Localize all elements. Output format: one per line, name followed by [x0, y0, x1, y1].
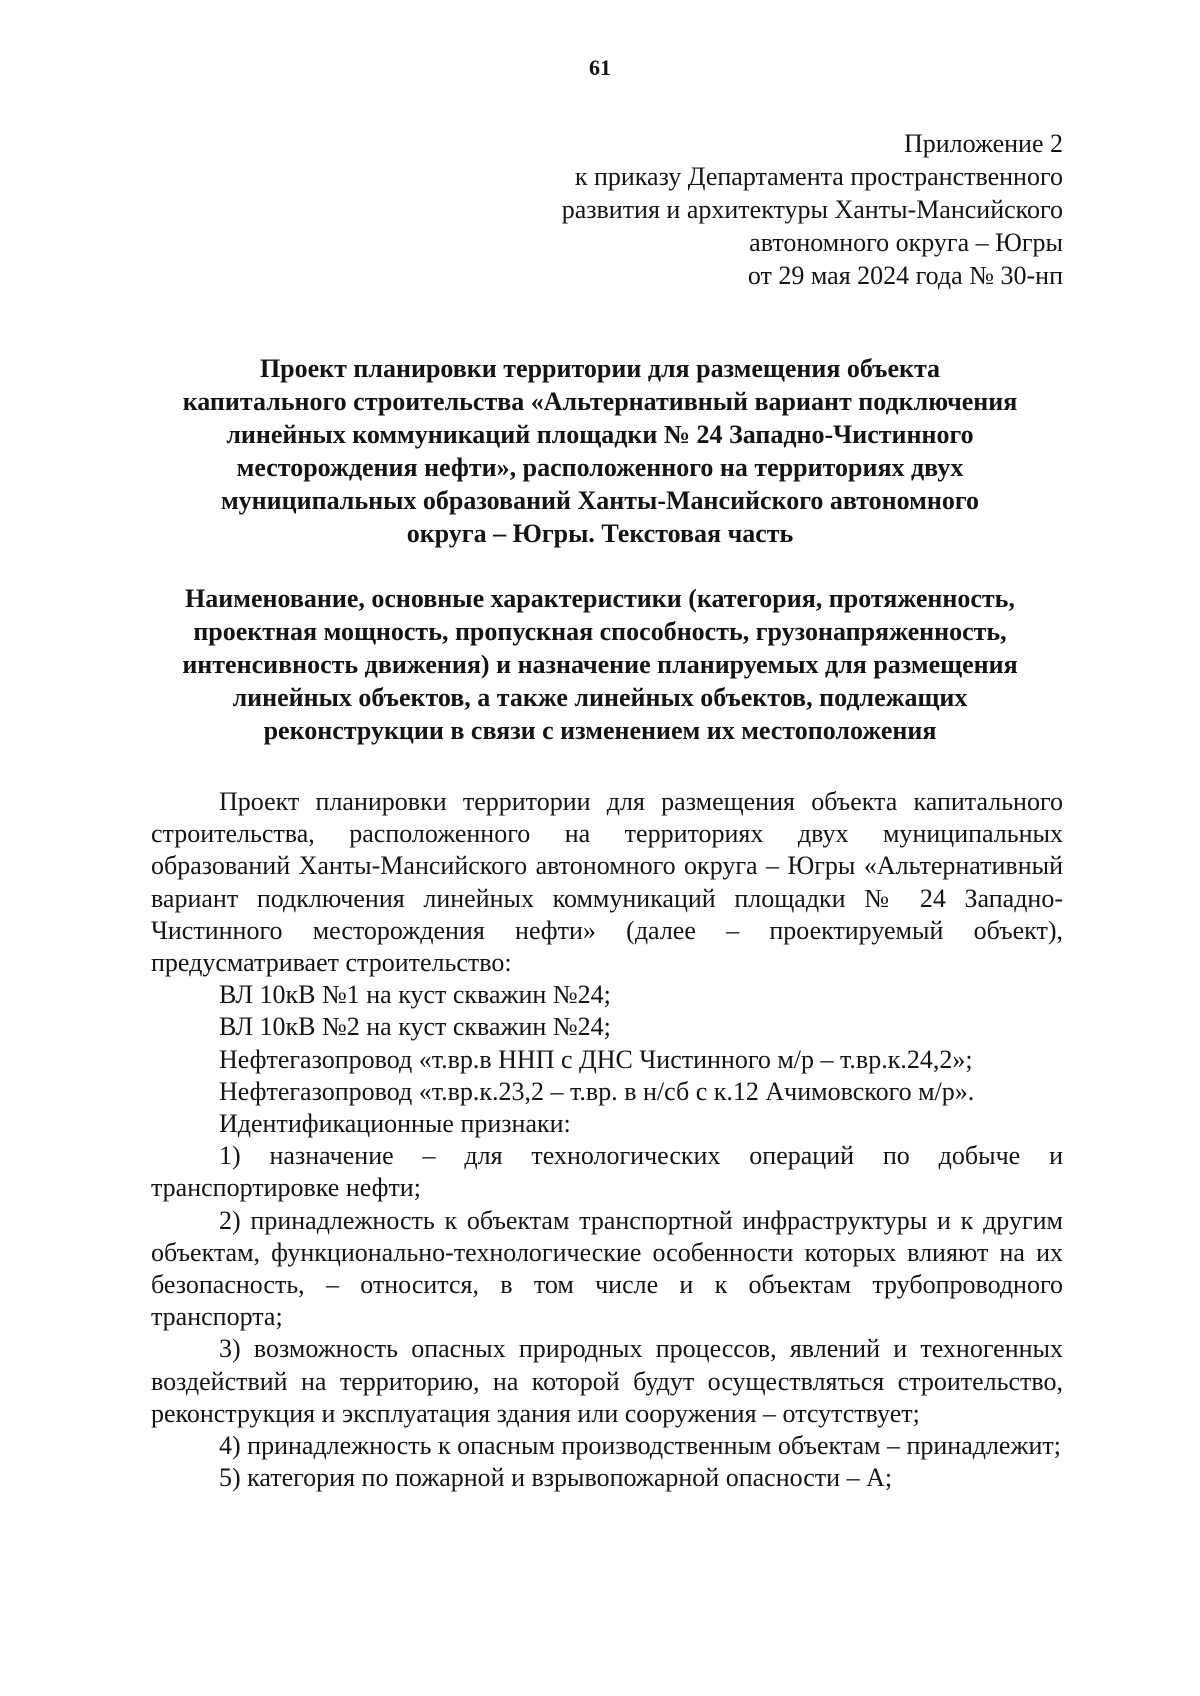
intro-paragraph: Проект планировки территории для размещения объекта капитального строительства, расположенного на территориях двух муниципальных образований Ханты-Мансийского автономного округа – Югры «Альтернативный вариант подключения линейных коммуникаций площадки № 24 Западно-Чистинного месторождения нефти» (далее – проектируемый объект), предусматривает строительство:	[151, 787, 1063, 978]
feature-item: 4) принадлежность к опасным производственным объектам – принадлежит;	[219, 1431, 1061, 1461]
title-line: муниципальных образований Ханты-Мансийского автономного	[220, 486, 980, 515]
title-line: Проект планировки территории для размещения объекта	[259, 354, 941, 383]
object-item: ВЛ 10кВ №1 на куст скважин №24;	[219, 980, 611, 1010]
heading-line: реконструкции в связи с изменением их местоположения	[263, 716, 937, 745]
heading-line: Наименование, основные характеристики (категория, протяженность,	[185, 584, 1015, 613]
object-item: Нефтегазопровод «т.вр.к.23,2 – т.вр. в н/сб с к.12 Ачимовского м/р».	[219, 1076, 975, 1106]
annex-line: Приложение 2	[903, 129, 1063, 158]
title-line: капитального строительства «Альтернативный вариант подключения	[182, 387, 1018, 416]
object-item: ВЛ 10кВ №2 на куст скважин №24;	[219, 1012, 611, 1042]
annex-line: автономного округа – Югры	[749, 228, 1063, 257]
feature-item: 2) принадлежность к объектам транспортной инфраструктуры и к другим объектам, функционально-технологические особенности которых влияют на их безопасность, – относится, в том числе и к объектам трубопроводного транспорта;	[151, 1205, 1063, 1332]
page-number: 61	[589, 55, 611, 80]
feature-item: 3) возможность опасных природных процессов, явлений и техногенных воздействий на территорию, на которой будут осуществляться строительство, реконструкция и эксплуатация здания или сооружения – отсутствует;	[151, 1334, 1063, 1428]
section-heading	[140, 582, 1060, 747]
feature-item: 1) назначение – для технологических операций по добыче и транспортировке нефти;	[151, 1141, 1063, 1203]
title-line: линейных коммуникаций площадки № 24 Западно-Чистинного	[226, 420, 974, 449]
feature-item: 5) категория по пожарной и взрывопожарной опасности – А;	[219, 1463, 893, 1493]
heading-line: линейных объектов, а также линейных объектов, подлежащих	[232, 683, 968, 712]
document-title	[140, 352, 1060, 550]
annex-line: развития и архитектуры Ханты-Мансийского	[561, 195, 1063, 224]
annex-line: от 29 мая 2024 года № 30-нп	[747, 261, 1063, 290]
heading-line: интенсивность движения) и назначение планируемых для размещения	[182, 650, 1018, 679]
title-line: округа – Югры. Текстовая часть	[406, 519, 794, 548]
body-text	[151, 786, 1063, 1494]
features-heading: Идентификационные признаки:	[219, 1109, 571, 1139]
heading-line: проектная мощность, пропускная способность, грузонапряженность,	[193, 617, 1007, 646]
annex-header	[400, 127, 1063, 292]
annex-line: к приказу Департамента пространственного	[574, 162, 1063, 191]
object-item: Нефтегазопровод «т.вр.в ННП с ДНС Чистинного м/р – т.вр.к.24,2»;	[219, 1044, 973, 1074]
title-line: месторождения нефти», расположенного на территориях двух	[236, 453, 964, 482]
